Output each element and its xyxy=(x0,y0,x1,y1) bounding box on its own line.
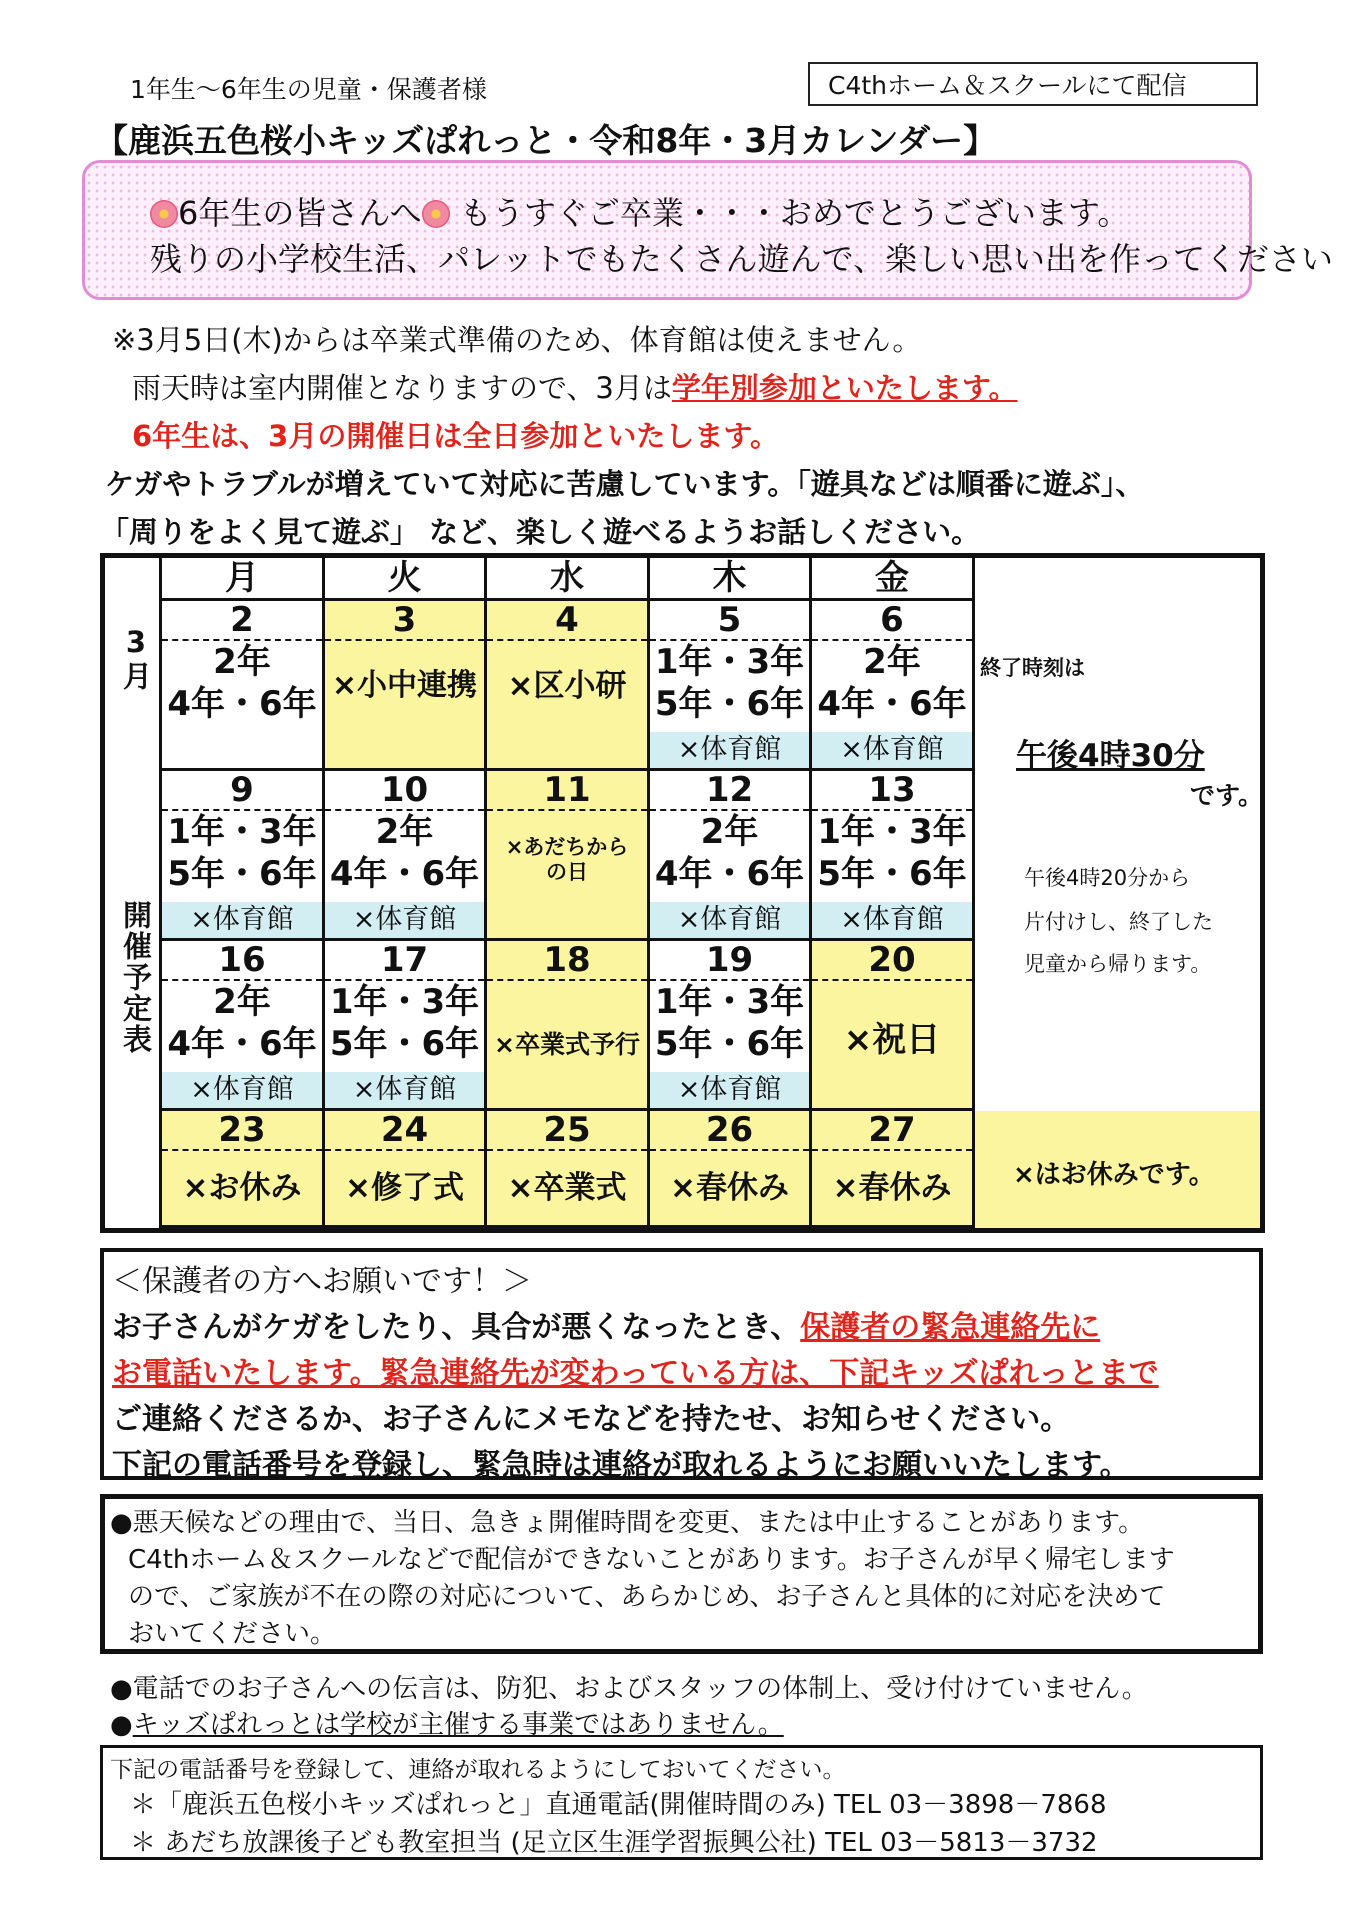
day-number: 11 xyxy=(487,771,647,811)
gym-unavailable: ×体育館 xyxy=(325,902,484,938)
request-line-1-text: お子さんがケガをしたり、具合が悪くなったとき、 xyxy=(112,1310,801,1345)
day-number: 6 xyxy=(812,601,972,641)
day-closed: ×卒業式予行 xyxy=(494,1030,640,1059)
day-cell xyxy=(162,941,325,1111)
day-closed: ×小中連携 xyxy=(331,668,478,703)
day-number: 12 xyxy=(650,771,809,811)
request-line-3: ご連絡くださるか、お子さんにメモなどを持たせ、お知らせください。 xyxy=(112,1402,1071,1437)
day-grade: 4年・6年 xyxy=(167,1024,317,1064)
day-cell xyxy=(650,771,812,941)
extra-line-2-text: キッズぱれっとは学校が主催する事業ではありません。 xyxy=(132,1710,784,1740)
day-cell xyxy=(650,601,812,771)
cleanup-note-1: 午後4時20分から xyxy=(1024,866,1191,890)
day-cell xyxy=(325,601,487,771)
day-grade: 5年・6年 xyxy=(654,1024,805,1064)
cleanup-note-3: 児童から帰ります。 xyxy=(1024,952,1212,976)
day-number: 9 xyxy=(162,771,322,811)
day-number: 16 xyxy=(162,941,322,981)
banner-line-2: 残りの小学校生活、パレットでもたくさん遊んで、楽しい思い出を作ってください xyxy=(150,240,1334,278)
day-cell xyxy=(487,941,650,1111)
weekday-fri: 金 xyxy=(812,558,975,601)
extra-line-2 xyxy=(110,1704,784,1741)
day-cell xyxy=(487,771,650,941)
day-cell xyxy=(487,601,650,771)
gym-unavailable: ×体育館 xyxy=(325,1072,484,1108)
note-gym-closed: ※3月5日(木)からは卒業式準備のため、体育館は使えません。 xyxy=(112,323,922,357)
day-cell xyxy=(812,1111,975,1228)
day-grade: 2年 xyxy=(700,812,759,852)
weather-line-4: おいてください。 xyxy=(128,1619,337,1649)
note-rain-text: 雨天時は室内開催となりますので、3月は xyxy=(132,371,672,405)
day-grade: 2年 xyxy=(863,642,921,682)
day-grade: 2年 xyxy=(213,982,271,1022)
day-cell xyxy=(812,771,975,941)
bullet: ● xyxy=(110,1710,133,1740)
weekday-thu: 木 xyxy=(650,558,812,601)
gym-unavailable: ×体育館 xyxy=(650,1072,809,1108)
day-grade: 5年・6年 xyxy=(654,684,805,724)
day-cell xyxy=(812,941,975,1111)
gym-unavailable: ×体育館 xyxy=(650,732,809,768)
day-grade: 1年・3年 xyxy=(329,982,480,1022)
weather-line-2: C4thホーム＆スクールなどで配信ができないことがあります。お子さんが早く帰宅します xyxy=(128,1545,1175,1575)
request-title: ＜保護者の方へお願いです！＞ xyxy=(112,1264,532,1299)
gym-unavailable: ×体育館 xyxy=(162,1072,322,1108)
day-cell xyxy=(162,1111,325,1228)
day-grade: 1年・3年 xyxy=(817,812,967,852)
contact-line-1: ＊「鹿浜五色桜小キッズぱれっと」直通電話(開催時間のみ) TEL 03－3898－7868 xyxy=(130,1790,1107,1820)
page-title: 【鹿浜五色桜小キッズぱれっと・令和8年・3月カレンダー】 xyxy=(95,121,997,160)
contact-line-2: ＊ あだち放課後子ども教室担当 (足立区生涯学習振興公社) TEL 03－5813－3732 xyxy=(130,1828,1098,1858)
weekday-mon: 月 xyxy=(162,558,325,601)
day-grade: 4年・6年 xyxy=(817,684,967,724)
day-cell xyxy=(487,1111,650,1228)
day-number: 17 xyxy=(325,941,484,981)
day-closed: ×祝日 xyxy=(843,1020,941,1060)
note-grade6: 6年生は、3月の開催日は全日参加といたします。 xyxy=(132,419,780,453)
day-number: 19 xyxy=(650,941,809,981)
day-grade: 4年・6年 xyxy=(329,854,480,894)
day-grade: 5年・6年 xyxy=(167,854,317,894)
day-grade: 1年・3年 xyxy=(654,642,805,682)
day-closed: ×卒業式 xyxy=(507,1170,627,1206)
request-line-2: お電話いたします。緊急連絡先が変わっている方は、下記キッズぱれっとまで xyxy=(112,1356,1159,1391)
day-grade: 1年・3年 xyxy=(654,982,805,1022)
day-closed: ×春休み xyxy=(670,1170,789,1206)
day-cell xyxy=(812,601,975,771)
cleanup-note-2: 片付けし、終了した xyxy=(1024,910,1213,934)
gym-unavailable: ×体育館 xyxy=(812,732,972,768)
day-grade: 1年・3年 xyxy=(167,812,317,852)
day-number: 5 xyxy=(650,601,809,641)
day-number: 20 xyxy=(812,941,972,981)
day-grade: 5年・6年 xyxy=(329,1024,480,1064)
day-cell xyxy=(325,1111,487,1228)
day-number: 3 xyxy=(325,601,484,641)
day-closed: ×春休み xyxy=(832,1170,952,1206)
day-cell xyxy=(162,771,325,941)
gym-unavailable: ×体育館 xyxy=(812,902,972,938)
day-grade: 4年・6年 xyxy=(167,684,317,724)
day-number: 13 xyxy=(812,771,972,811)
banner-line-1 xyxy=(150,188,1129,234)
weekday-wed: 水 xyxy=(487,558,650,601)
day-closed: ×修了式 xyxy=(345,1170,464,1206)
day-number: 26 xyxy=(650,1111,809,1151)
day-cell xyxy=(650,941,812,1111)
note-rain-highlight: 学年別参加といたします。 xyxy=(671,371,1018,405)
weather-line-1: ●悪天候などの理由で、当日、急きょ開催時間を変更、または中止することがあります。 xyxy=(110,1508,1145,1538)
end-time-desu: です。 xyxy=(1190,781,1264,810)
day-number: 27 xyxy=(812,1111,972,1151)
day-number: 18 xyxy=(487,941,647,981)
note-safety-2: 「周りをよく見て遊ぶ」 など、楽しく遊べるようお話しください。 xyxy=(100,515,981,549)
note-rain xyxy=(132,366,1018,407)
day-grade: 4年・6年 xyxy=(654,854,805,894)
gym-unavailable: ×体育館 xyxy=(162,902,322,938)
audience-line: 1年生～6年生の児童・保護者様 xyxy=(130,75,487,104)
end-time-label: 終了時刻は xyxy=(980,656,1085,680)
calendar-side-label: 開催予定表 xyxy=(119,900,153,1055)
day-cell xyxy=(325,941,487,1111)
day-number: 10 xyxy=(325,771,484,811)
cherry-blossom-icon xyxy=(150,200,178,228)
day-grade: 2年 xyxy=(213,642,271,682)
day-closed: ×あだちから xyxy=(505,835,629,859)
request-line-4: 下記の電話番号を登録し、緊急時は連絡が取れるようにお願いいたします。 xyxy=(112,1448,1130,1483)
day-cell xyxy=(325,771,487,941)
banner-congrats: もうすぐご卒業・・・おめでとうございます。 xyxy=(459,194,1130,232)
day-number: 4 xyxy=(487,601,647,641)
day-grade: 5年・6年 xyxy=(817,854,967,894)
request-line-1-highlight: 保護者の緊急連絡先に xyxy=(800,1310,1101,1345)
day-number: 25 xyxy=(487,1111,647,1151)
legend-text: ×はお休みです。 xyxy=(1013,1160,1215,1190)
day-grade: 2年 xyxy=(375,812,434,852)
day-number: 2 xyxy=(162,601,322,641)
day-closed: ×区小研 xyxy=(507,668,627,704)
weather-line-3: ので、ご家族が不在の際の対応について、あらかじめ、お子さんと具体的に対応を決めて xyxy=(128,1582,1166,1612)
note-safety-1: ケガやトラブルが増えていて対応に苦慮しています。「遊具などは順番に遊ぶ」、 xyxy=(105,467,1145,501)
day-closed: ×お休み xyxy=(182,1170,302,1206)
day-number: 24 xyxy=(325,1111,484,1151)
request-line-1 xyxy=(112,1302,1100,1346)
cherry-blossom-icon xyxy=(422,200,450,228)
extra-line-1: ●電話でのお子さんへの伝言は、防犯、およびスタッフの体制上、受け付けていません。 xyxy=(110,1674,1148,1704)
day-closed: の日 xyxy=(546,860,588,884)
day-number: 23 xyxy=(162,1111,322,1151)
day-cell xyxy=(650,1111,812,1228)
delivery-notice: C4thホーム＆スクールにて配信 xyxy=(808,62,1258,106)
gym-unavailable: ×体育館 xyxy=(650,902,809,938)
end-time: 午後4時30分 xyxy=(1016,738,1205,774)
calendar-month-label: 3月 xyxy=(119,625,153,692)
banner-graduates: 6年生の皆さんへ xyxy=(178,194,422,232)
day-cell xyxy=(162,601,325,771)
contact-intro: 下記の電話番号を登録して、連絡が取れるようにしておいてください。 xyxy=(110,1757,846,1783)
weekday-tue: 火 xyxy=(325,558,487,601)
